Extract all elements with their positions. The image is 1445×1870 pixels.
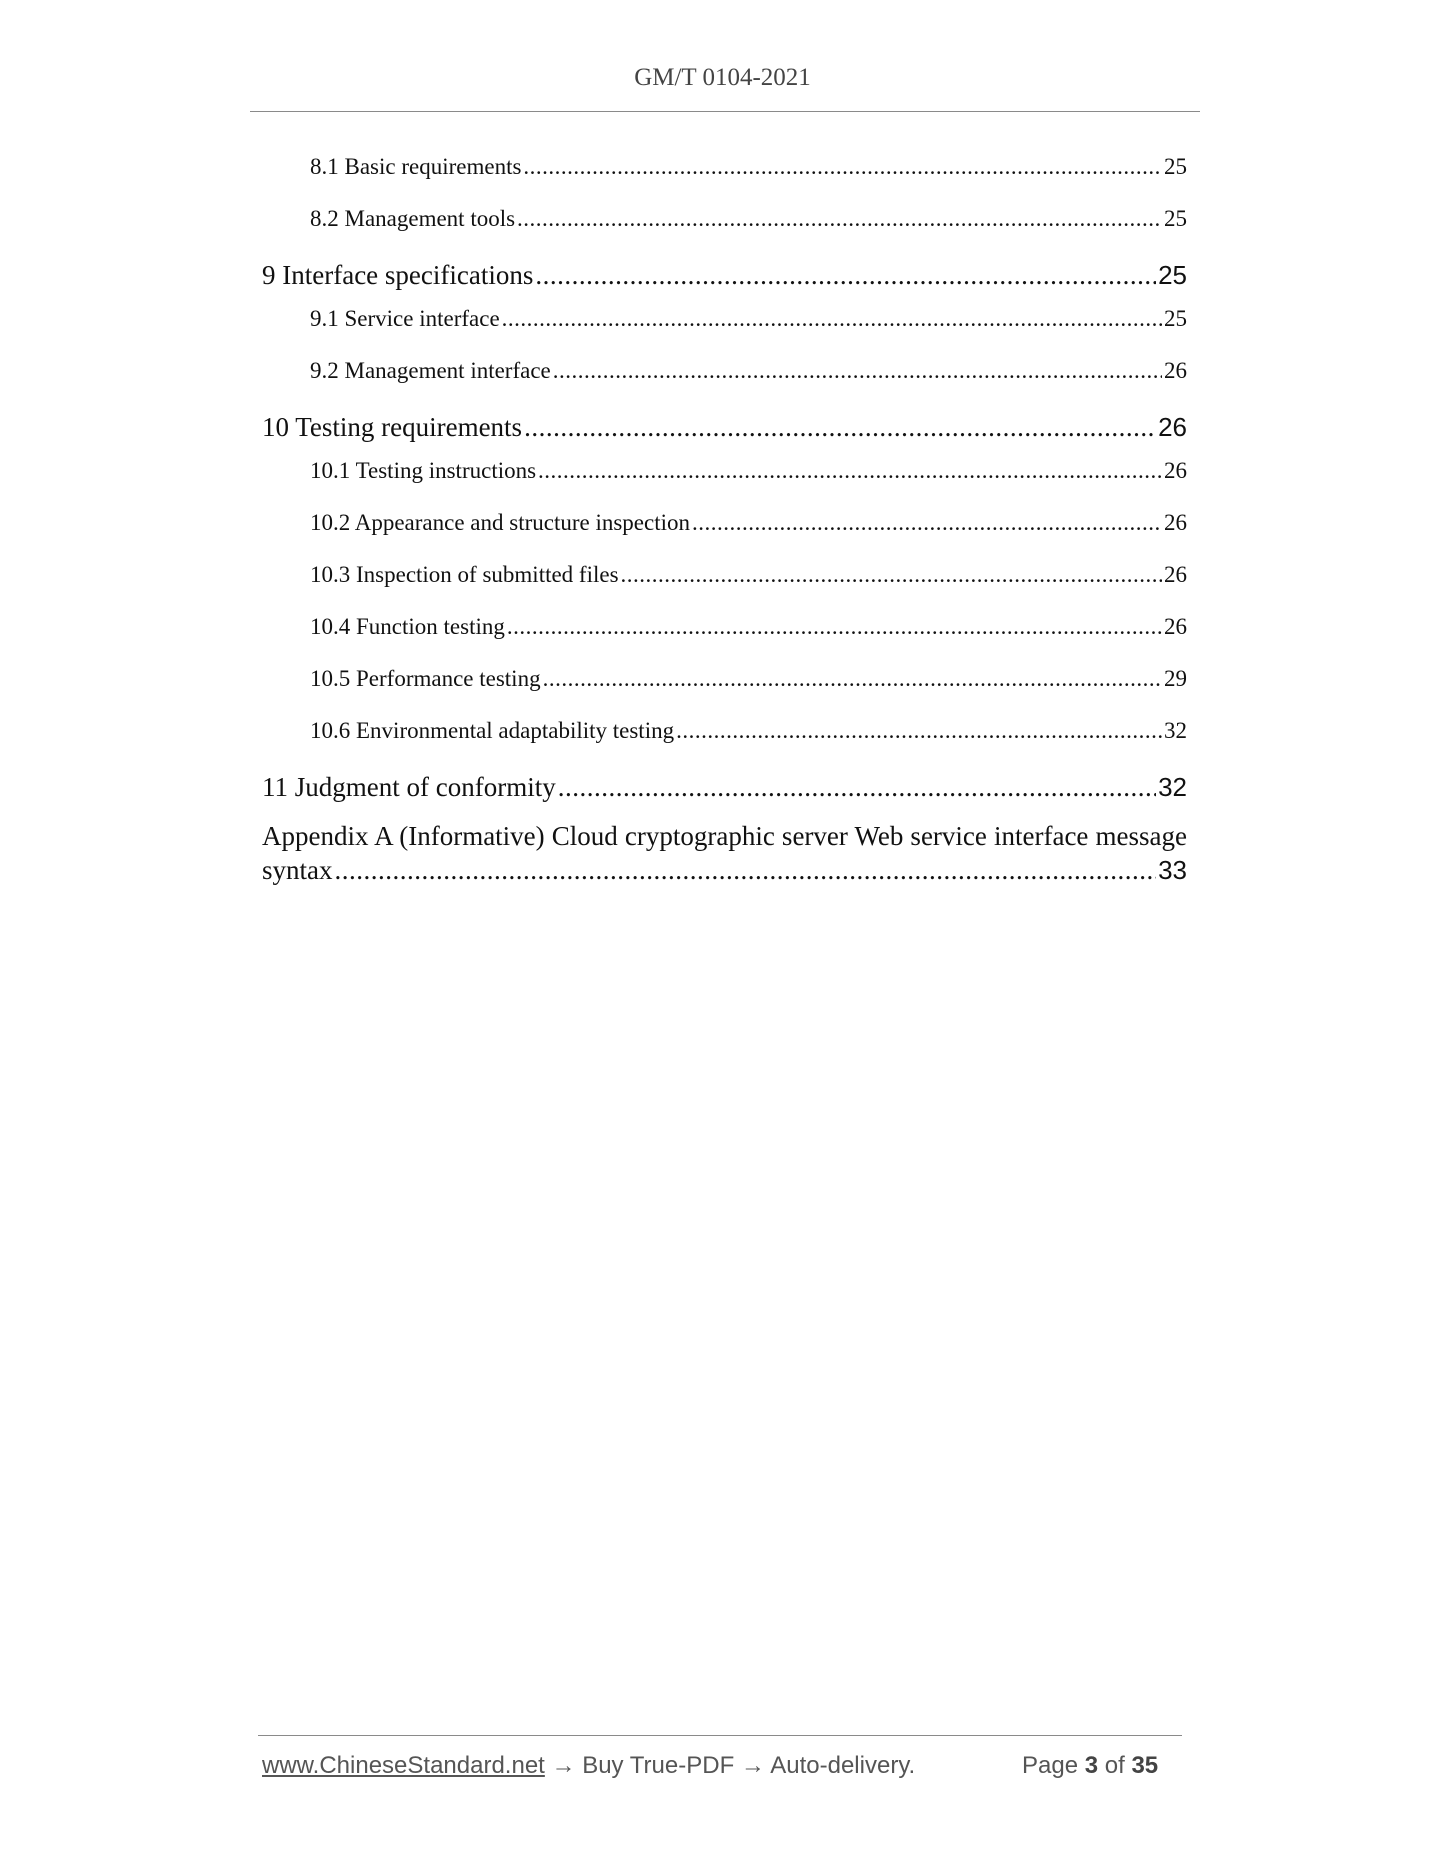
arrow-right-icon: → <box>551 1752 576 1779</box>
toc-entry-9-1[interactable] <box>310 306 1187 332</box>
arrow-right-icon: → <box>740 1752 765 1779</box>
toc-entry-label: 10.4 Function testing <box>310 614 505 639</box>
toc-entry-label: 8.2 Management tools <box>310 206 516 231</box>
toc-entry-label: 10.2 Appearance and structure inspection <box>310 510 691 535</box>
toc-entry-page: 26 <box>1164 510 1187 535</box>
toc-dot-leader <box>553 358 1162 384</box>
toc-dot-leader <box>692 510 1162 536</box>
page-word: Page <box>1022 1752 1079 1779</box>
toc-dot-leader <box>543 666 1162 692</box>
toc-entry-label: 8.1 Basic requirements <box>310 154 522 179</box>
footer-promo <box>262 1752 915 1780</box>
toc-dot-leader <box>507 614 1162 640</box>
total-pages-number: 35 <box>1131 1752 1159 1779</box>
page-header-title: GM/T 0104-2021 <box>634 64 811 91</box>
toc-entry-10-2[interactable] <box>310 510 1187 536</box>
toc-entry-10-6[interactable] <box>310 718 1187 744</box>
toc-dot-leader <box>676 718 1162 744</box>
toc-entry-8-1[interactable] <box>310 154 1187 180</box>
toc-dot-leader <box>517 206 1162 232</box>
toc-entry-10-4[interactable] <box>310 614 1187 640</box>
toc-appendix-a[interactable] <box>262 855 1187 886</box>
buy-true-pdf-text: Buy True-PDF <box>582 1752 735 1779</box>
header-rule <box>250 111 1200 112</box>
toc-dot-leader <box>335 855 1157 886</box>
toc-entry-page: 25 <box>1164 154 1187 179</box>
toc-dot-leader <box>523 154 1162 180</box>
toc-dot-leader <box>502 306 1162 332</box>
toc-dot-leader <box>524 412 1156 443</box>
toc-entry-label: 9.2 Management interface <box>310 358 551 383</box>
toc-entry-8-2[interactable] <box>310 206 1187 232</box>
auto-delivery-text: Auto-delivery. <box>770 1752 916 1779</box>
toc-entry-label: 9.1 Service interface <box>310 306 500 331</box>
toc-dot-leader <box>535 260 1156 291</box>
toc-entry-page: 26 <box>1164 358 1187 383</box>
toc-entry-page: 26 <box>1158 412 1187 442</box>
toc-entry-page: 25 <box>1164 306 1187 331</box>
toc-entry-label: syntax <box>262 855 333 885</box>
toc-entry-page: 29 <box>1164 666 1187 691</box>
toc-entry-page: 26 <box>1164 562 1187 587</box>
toc-entry-page: 26 <box>1164 458 1187 483</box>
toc-entry-page: 32 <box>1164 718 1187 743</box>
toc-entry-page: 32 <box>1158 772 1187 802</box>
website-link[interactable]: www.ChineseStandard.net <box>262 1752 545 1779</box>
toc-entry-10[interactable] <box>262 412 1187 443</box>
toc-entry-label: 10.3 Inspection of submitted files <box>310 562 619 587</box>
toc-dot-leader <box>621 562 1162 588</box>
toc-dot-leader <box>558 772 1156 803</box>
toc-entry-label: 11 Judgment of conformity <box>262 772 556 802</box>
toc-entry-label: 10.5 Performance testing <box>310 666 541 691</box>
toc-entry-10-5[interactable] <box>310 666 1187 692</box>
toc-entry-10-3[interactable] <box>310 562 1187 588</box>
toc-appendix-a-title[interactable]: Appendix A (Informative) Cloud cryptographic server Web service interface message <box>262 821 1187 851</box>
current-page-number: 3 <box>1084 1752 1099 1779</box>
toc-entry-label: 10 Testing requirements <box>262 412 523 442</box>
toc-entry-page: 25 <box>1164 206 1187 231</box>
toc-entry-label: 10.6 Environmental adaptability testing <box>310 718 675 743</box>
toc-entry-page: 25 <box>1158 260 1187 290</box>
toc-entry-11[interactable] <box>262 772 1187 803</box>
of-word: of <box>1104 1752 1125 1779</box>
toc-entry-page: 33 <box>1158 855 1187 885</box>
toc-entry-label: 10.1 Testing instructions <box>310 458 537 483</box>
toc-entry-10-1[interactable] <box>310 458 1187 484</box>
toc-dot-leader <box>538 458 1162 484</box>
toc-entry-9-2[interactable] <box>310 358 1187 384</box>
toc-entry-9[interactable] <box>262 260 1187 291</box>
footer-rule <box>258 1735 1182 1736</box>
toc-entry-page: 26 <box>1164 614 1187 639</box>
toc-entry-label: 9 Interface specifications <box>262 260 534 290</box>
page-counter <box>1022 1752 1158 1780</box>
